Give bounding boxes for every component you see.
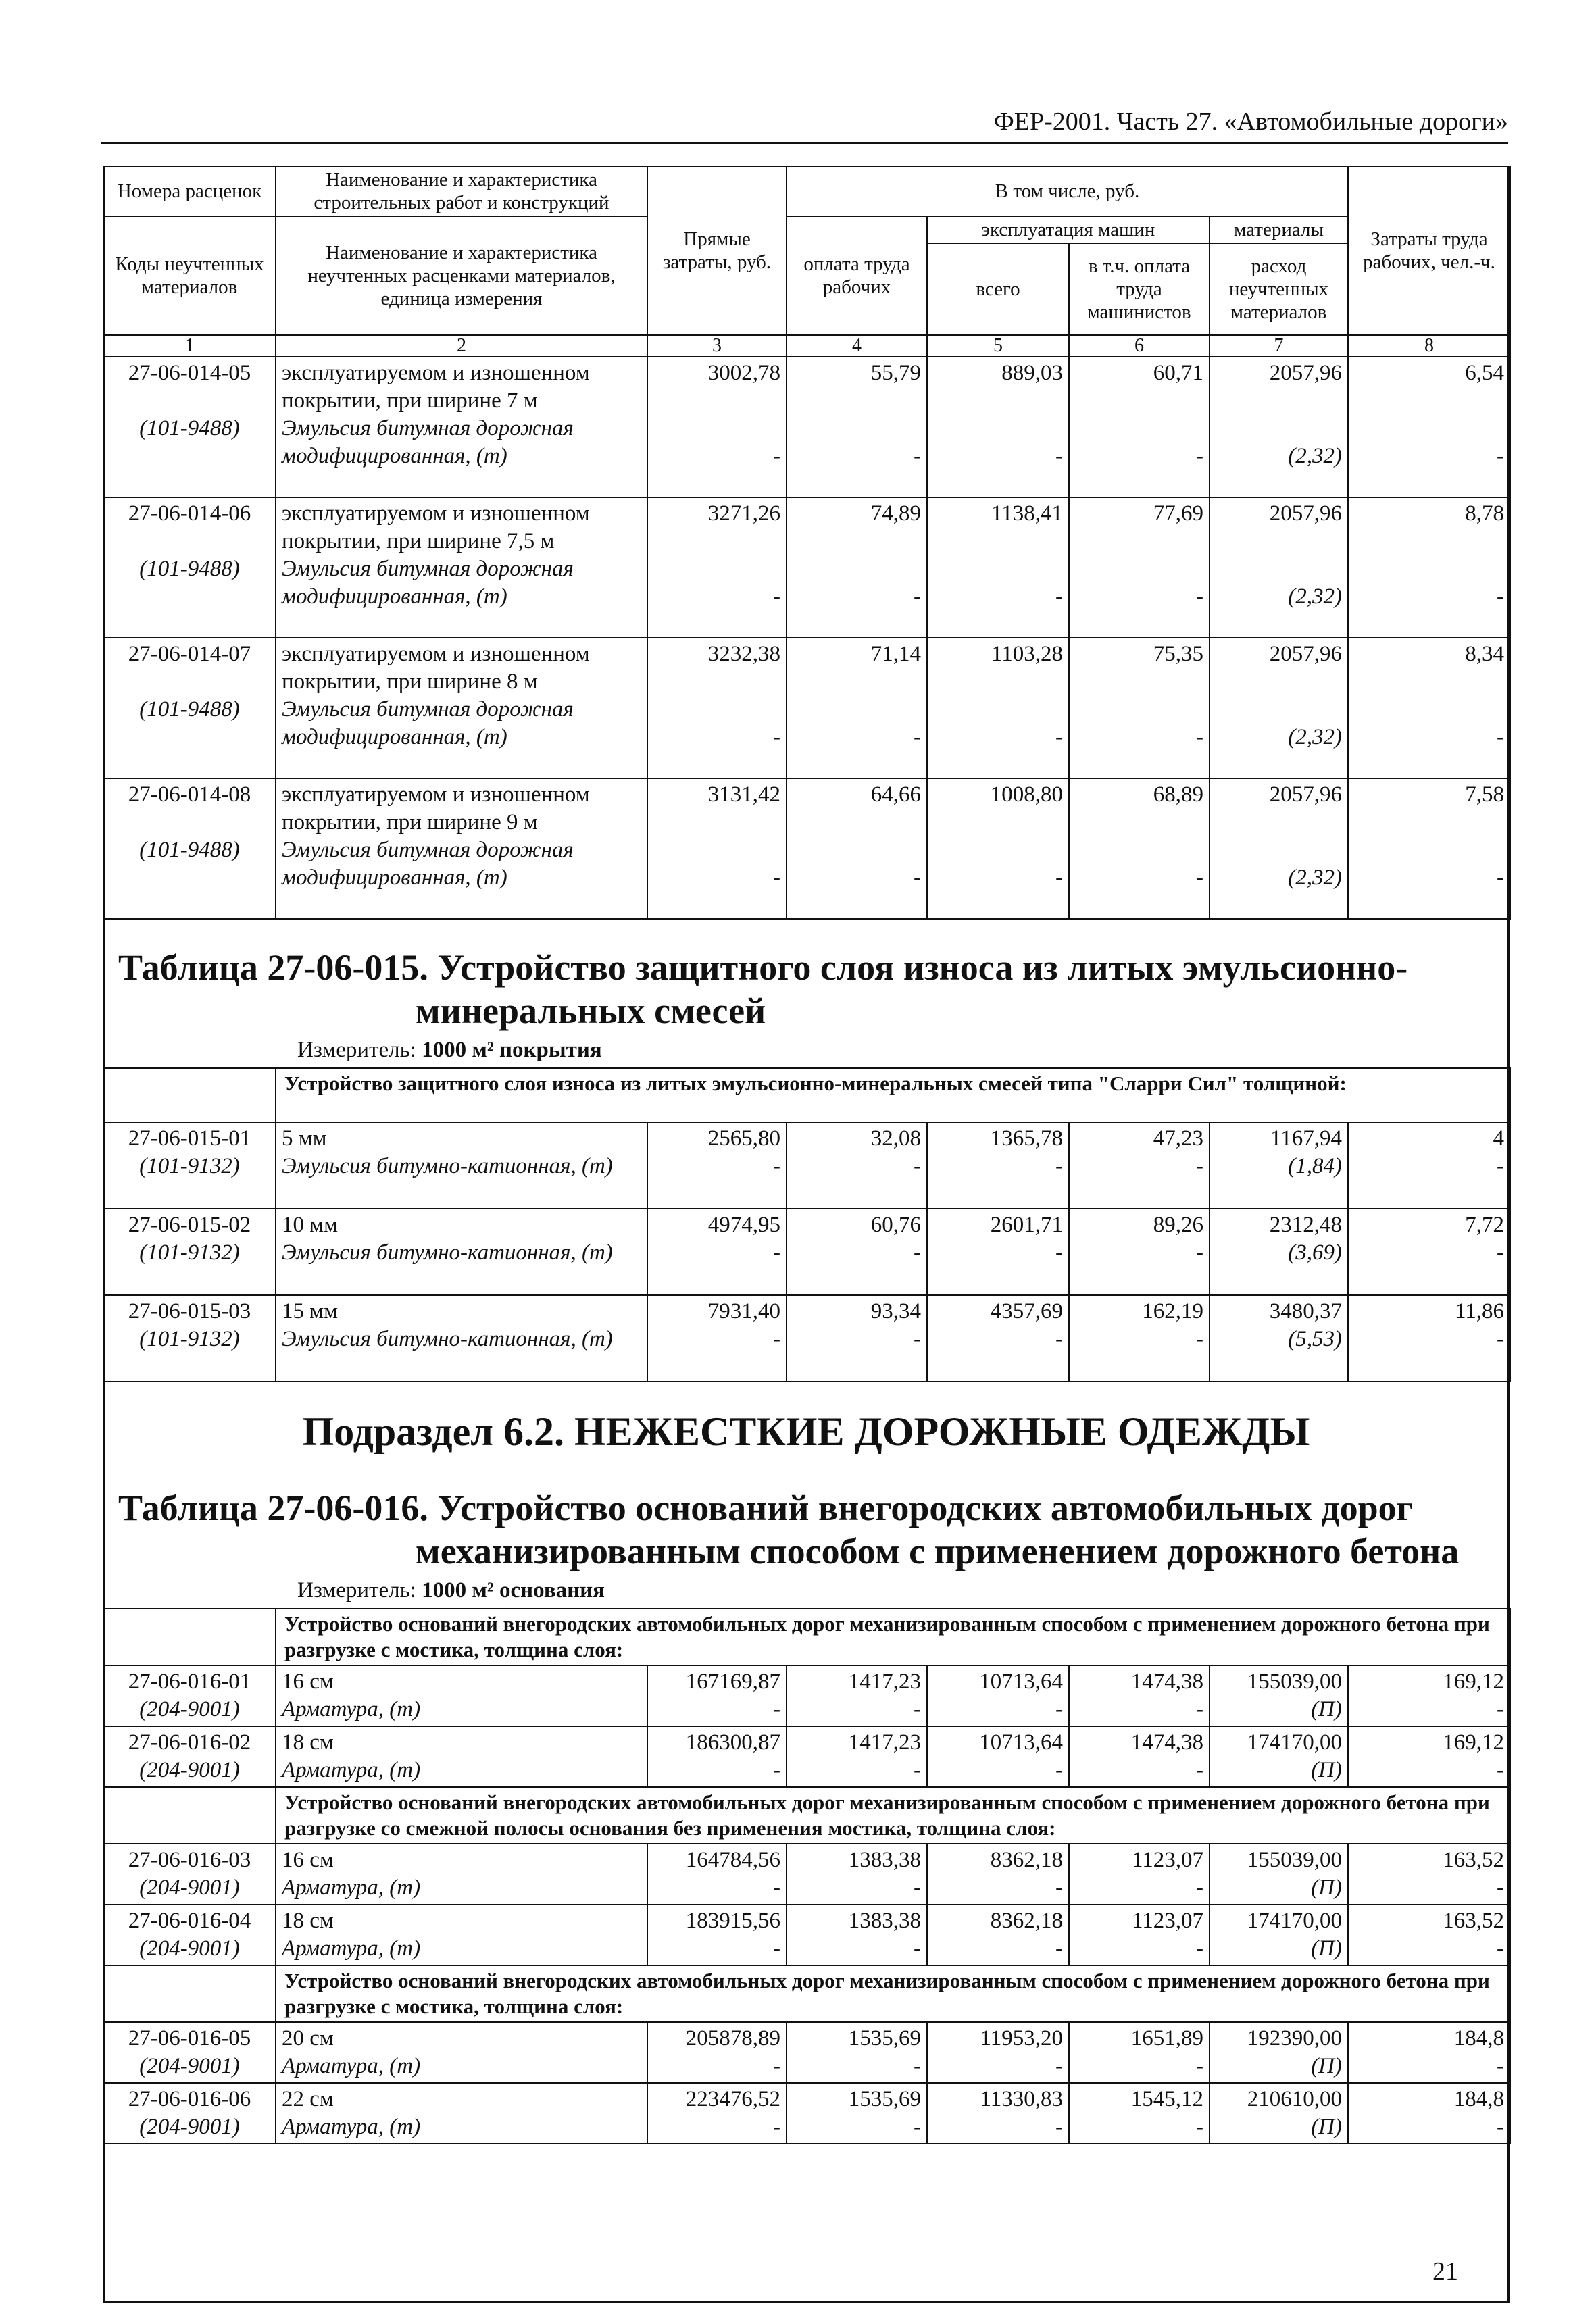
- work-name: 18 см: [282, 1730, 334, 1755]
- subsection-title: Подраздел 6.2. НЕЖЕСТКИЕ ДОРОЖНЫЕ ОДЕЖДЫ: [302, 1409, 1310, 1454]
- machines-pay: 77,69: [1153, 501, 1203, 526]
- labor-cost: 11,86: [1455, 1299, 1505, 1324]
- col-name-top: Наименование и характеристика строительных работ и конструкций: [276, 166, 647, 216]
- machines-pay: 75,35: [1153, 642, 1203, 666]
- work-name: 16 см: [282, 1848, 334, 1872]
- col-index: 2: [276, 335, 647, 357]
- material-name: Эмульсия битумная дорожная модифицированная, (т): [282, 838, 574, 890]
- material-code: (101-9132): [139, 1154, 240, 1178]
- dash: -: [1196, 1758, 1203, 1782]
- dash: -: [914, 1240, 921, 1265]
- dash: -: [1055, 444, 1063, 468]
- material-qty: (П): [1311, 1876, 1342, 1900]
- measure-value: 1000 м² основания: [422, 1578, 605, 1603]
- material-code: (204-9001): [139, 2054, 240, 2078]
- table-row: [103, 1295, 1510, 1382]
- rate-code: 27-06-014-08: [128, 782, 251, 807]
- machines-pay: 162,19: [1142, 1299, 1203, 1324]
- table-row: [103, 2083, 1510, 2144]
- group-header-row: [103, 1787, 1510, 1844]
- rate-code: 27-06-016-04: [128, 1909, 251, 1933]
- material-qty: (П): [1311, 2054, 1342, 2078]
- work-name: 10 мм: [282, 1213, 339, 1237]
- col-machines-total: всего: [927, 243, 1069, 335]
- dash: -: [914, 1697, 921, 1721]
- machines-pay: 1474,38: [1130, 1730, 1203, 1755]
- dash: -: [1055, 1327, 1063, 1351]
- dash: -: [1196, 1697, 1203, 1721]
- rate-code: 27-06-015-03: [128, 1299, 251, 1324]
- group-header-row: [103, 1609, 1510, 1665]
- table-row: [103, 1665, 1510, 1726]
- measure-label: Измеритель:: [297, 1038, 416, 1062]
- table-row: [103, 1726, 1510, 1787]
- direct-cost: 7931,40: [707, 1299, 780, 1324]
- running-header: ФЕР-2001. Часть 27. «Автомобильные дороги»: [993, 107, 1508, 136]
- labor-pay: 1383,38: [848, 1909, 921, 1933]
- machines-pay: 1651,89: [1130, 2026, 1203, 2051]
- table-27-06-015: [103, 1067, 1511, 1382]
- work-name: 22 см: [282, 2087, 334, 2111]
- material-name: Арматура, (т): [282, 1758, 421, 1782]
- direct-cost: 2565,80: [707, 1126, 780, 1151]
- dash: -: [773, 1240, 780, 1265]
- machines-total: 8362,18: [990, 1909, 1063, 1933]
- material-name: Эмульсия битумная дорожная модифицированная, (т): [282, 557, 574, 609]
- dash: -: [1196, 865, 1203, 890]
- work-name: 20 см: [282, 2026, 334, 2051]
- work-name: эксплуатируемом и изношенном покрытии, при ширине 8 м: [282, 642, 590, 694]
- dash: -: [1196, 1936, 1203, 1961]
- machines-pay: 47,23: [1153, 1126, 1203, 1151]
- material-qty: (2,32): [1288, 444, 1342, 468]
- work-name: 5 мм: [282, 1126, 327, 1151]
- dash: -: [1055, 1876, 1063, 1900]
- measure-unit: [297, 1038, 602, 1063]
- materials-cost: 155039,00: [1247, 1669, 1342, 1694]
- machines-total: 10713,64: [979, 1669, 1063, 1694]
- materials-cost: 155039,00: [1247, 1848, 1342, 1872]
- machines-total: 1365,78: [990, 1126, 1063, 1151]
- dash: -: [1196, 1154, 1203, 1178]
- labor-pay: 1383,38: [848, 1848, 921, 1872]
- table-title-27-06-016: [118, 1486, 1459, 1573]
- dash: -: [1196, 2054, 1203, 2078]
- dash: -: [1055, 865, 1063, 890]
- labor-cost: 8,34: [1465, 642, 1504, 666]
- dash: -: [1497, 1876, 1505, 1900]
- material-code: (101-9488): [139, 557, 240, 581]
- measure-label: Измеритель:: [297, 1578, 416, 1603]
- table-row: [103, 357, 1510, 497]
- dash: -: [914, 1876, 921, 1900]
- material-code: (101-9132): [139, 1327, 240, 1351]
- col-index: 8: [1348, 335, 1510, 357]
- labor-cost: 163,52: [1443, 1848, 1505, 1872]
- dash: -: [1497, 2054, 1505, 2078]
- dash: -: [1497, 584, 1504, 609]
- dash: -: [1055, 1936, 1063, 1961]
- material-code: (204-9001): [139, 1758, 240, 1782]
- labor-pay: 93,34: [870, 1299, 921, 1324]
- dash: -: [1055, 1154, 1063, 1178]
- rate-code: 27-06-016-05: [128, 2026, 251, 2051]
- table-row: [103, 1905, 1510, 1965]
- rate-code: 27-06-016-01: [128, 1669, 251, 1694]
- material-name: Арматура, (т): [282, 2115, 421, 2139]
- dash: -: [773, 865, 780, 890]
- dash: -: [773, 2115, 780, 2139]
- materials-cost: 210610,00: [1247, 2087, 1342, 2111]
- page-number: 21: [1432, 2257, 1458, 2286]
- direct-cost: 183915,56: [685, 1909, 780, 1933]
- group-header: Устройство защитного слоя износа из литых эмульсионно-минеральных смесей типа "Сларри Сил" толщиной:: [276, 1068, 1510, 1122]
- dash: -: [773, 1154, 780, 1178]
- machines-total: 8362,18: [990, 1848, 1063, 1872]
- measure-unit: [297, 1578, 605, 1603]
- dash: -: [773, 2054, 780, 2078]
- labor-cost: 7,72: [1465, 1213, 1505, 1237]
- materials-cost: 174170,00: [1247, 1730, 1342, 1755]
- material-code: (204-9001): [139, 2115, 240, 2139]
- dash: -: [1497, 1327, 1505, 1351]
- material-name: Арматура, (т): [282, 1876, 421, 1900]
- labor-pay: 74,89: [870, 501, 921, 526]
- materials-cost: 2312,48: [1269, 1213, 1342, 1237]
- dash: -: [1196, 444, 1203, 468]
- col-direct: Прямые затраты, руб.: [647, 166, 787, 335]
- dash: -: [1497, 2115, 1505, 2139]
- machines-total: 4357,69: [990, 1299, 1063, 1324]
- rate-code: 27-06-014-07: [128, 642, 251, 666]
- material-qty: (2,32): [1288, 865, 1342, 890]
- material-name: Арматура, (т): [282, 1936, 421, 1961]
- material-code: (204-9001): [139, 1936, 240, 1961]
- material-name: Эмульсия битумно-катионная, (т): [282, 1240, 613, 1265]
- machines-total: 1103,28: [991, 642, 1063, 666]
- col-code-top: Номера расценок: [103, 166, 276, 216]
- rate-code: 27-06-015-01: [128, 1126, 251, 1151]
- dash: -: [773, 444, 780, 468]
- dash: -: [1196, 1240, 1203, 1265]
- rate-code: 27-06-016-06: [128, 2087, 251, 2111]
- direct-cost: 3002,78: [707, 361, 780, 385]
- dash: -: [773, 1697, 780, 1721]
- group-header-row: [103, 1965, 1510, 2022]
- machines-pay: 68,89: [1153, 782, 1203, 807]
- col-index: 5: [927, 335, 1069, 357]
- materials-cost: 2057,96: [1269, 501, 1342, 526]
- dash: -: [773, 1876, 780, 1900]
- rate-code: 27-06-016-03: [128, 1848, 251, 1872]
- dash: -: [914, 1154, 921, 1178]
- rate-code: 27-06-014-05: [128, 361, 251, 385]
- dash: -: [914, 1936, 921, 1961]
- table-row: [103, 778, 1510, 919]
- col-machines: эксплуатация машин: [927, 216, 1210, 243]
- direct-cost: 164784,56: [685, 1848, 780, 1872]
- machines-total: 1138,41: [991, 501, 1063, 526]
- rate-code: 27-06-014-06: [128, 501, 251, 526]
- machines-pay: 1123,07: [1131, 1848, 1203, 1872]
- materials-cost: 2057,96: [1269, 782, 1342, 807]
- dash: -: [1497, 1697, 1505, 1721]
- material-code: (101-9488): [139, 838, 240, 862]
- dash: -: [1497, 1240, 1505, 1265]
- col-labor-cost: Затраты труда рабочих, чел.-ч.: [1348, 166, 1510, 335]
- material-qty: (П): [1311, 2115, 1342, 2139]
- material-name: Арматура, (т): [282, 2054, 421, 2078]
- labor-pay: 1417,23: [848, 1669, 921, 1694]
- material-qty: (П): [1311, 1758, 1342, 1782]
- material-qty: (2,32): [1288, 584, 1342, 609]
- dash: -: [1196, 584, 1203, 609]
- machines-total: 2601,71: [990, 1213, 1063, 1237]
- machines-pay: 1123,07: [1131, 1909, 1203, 1933]
- dash: -: [1196, 2115, 1203, 2139]
- table-row: [103, 1209, 1510, 1295]
- header-rule: [101, 142, 1508, 144]
- col-materials: материалы: [1210, 216, 1348, 243]
- labor-cost: 169,12: [1443, 1669, 1505, 1694]
- work-name: 15 мм: [282, 1299, 339, 1324]
- material-name: Эмульсия битумно-катионная, (т): [282, 1154, 613, 1178]
- dash: -: [1497, 444, 1504, 468]
- rate-code: 27-06-015-02: [128, 1213, 251, 1237]
- dash: -: [1055, 1240, 1063, 1265]
- dash: -: [1055, 584, 1063, 609]
- labor-cost: 7,58: [1465, 782, 1504, 807]
- col-code-bottom: Коды неучтенных материалов: [103, 216, 276, 335]
- dash: -: [1196, 725, 1203, 749]
- dash: -: [1497, 1936, 1505, 1961]
- direct-cost: 205878,89: [685, 2026, 780, 2051]
- col-labor-pay: оплата труда рабочих: [787, 216, 927, 335]
- materials-cost: 1167,94: [1270, 1126, 1342, 1151]
- machines-total: 10713,64: [979, 1730, 1063, 1755]
- labor-pay: 1535,69: [848, 2087, 921, 2111]
- materials-cost: 174170,00: [1247, 1909, 1342, 1933]
- material-name: Эмульсия битумная дорожная модифицированная, (т): [282, 697, 574, 749]
- dash: -: [1055, 1697, 1063, 1721]
- material-qty: (П): [1311, 1697, 1342, 1721]
- table-row: [103, 1122, 1510, 1209]
- labor-cost: 169,12: [1443, 1730, 1505, 1755]
- measure-value: 1000 м² покрытия: [422, 1038, 602, 1062]
- table-title-line2: механизированным способом с применением дорожного бетона: [416, 1531, 1460, 1571]
- direct-cost: 4974,95: [707, 1213, 780, 1237]
- labor-pay: 60,76: [870, 1213, 921, 1237]
- material-name: Арматура, (т): [282, 1697, 421, 1721]
- col-machines-pay: в т.ч. оплата труда машинистов: [1069, 243, 1210, 335]
- material-code: (204-9001): [139, 1876, 240, 1900]
- labor-cost: 184,8: [1453, 2087, 1505, 2111]
- table-title-line2: минеральных смесей: [416, 990, 766, 1031]
- dash: -: [1055, 2115, 1063, 2139]
- group-header: Устройство оснований внегородских автомобильных дорог механизированным способом с применением дорожного бетона при разгрузке с мостика, толщина слоя:: [276, 1965, 1510, 2022]
- dash: -: [1497, 1758, 1505, 1782]
- dash: -: [1055, 725, 1063, 749]
- col-index: 6: [1069, 335, 1210, 357]
- table-row: [103, 2022, 1510, 2083]
- material-code: (204-9001): [139, 1697, 240, 1721]
- dash: -: [1497, 865, 1504, 890]
- dash: -: [1497, 1154, 1505, 1178]
- col-index: 3: [647, 335, 787, 357]
- direct-cost: 3131,42: [707, 782, 780, 807]
- labor-pay: 55,79: [870, 361, 921, 385]
- machines-total: 11330,83: [980, 2087, 1063, 2111]
- dash: -: [1055, 2054, 1063, 2078]
- dash: -: [1196, 1876, 1203, 1900]
- col-index: 4: [787, 335, 927, 357]
- work-name: эксплуатируемом и изношенном покрытии, при ширине 9 м: [282, 782, 590, 834]
- labor-pay: 1535,69: [848, 2026, 921, 2051]
- group-header-row: [103, 1068, 1510, 1122]
- dash: -: [914, 2115, 921, 2139]
- work-name: эксплуатируемом и изношенном покрытии, при ширине 7,5 м: [282, 501, 590, 553]
- material-qty: (3,69): [1288, 1240, 1342, 1265]
- table-27-06-016: [103, 1608, 1511, 2144]
- machines-total: 889,03: [1001, 361, 1063, 385]
- group-header: Устройство оснований внегородских автомобильных дорог механизированным способом с применением дорожного бетона при разгрузке со смежной полосы основания без применения мостика, толщина слоя:: [276, 1787, 1510, 1844]
- dash: -: [914, 444, 921, 468]
- dash: -: [914, 2054, 921, 2078]
- direct-cost: 3232,38: [707, 642, 780, 666]
- material-name: Эмульсия битумная дорожная модифицированная, (т): [282, 416, 574, 468]
- dash: -: [1055, 1758, 1063, 1782]
- col-name-bottom: Наименование и характеристика неучтенных расценками материалов, единица измерения: [276, 216, 647, 335]
- labor-cost: 4: [1493, 1126, 1505, 1151]
- table-row: [103, 497, 1510, 638]
- material-name: Эмульсия битумно-катионная, (т): [282, 1327, 613, 1351]
- dash: -: [773, 725, 780, 749]
- labor-cost: 163,52: [1443, 1909, 1505, 1933]
- materials-cost: 2057,96: [1269, 642, 1342, 666]
- dash: -: [773, 584, 780, 609]
- labor-pay: 1417,23: [848, 1730, 921, 1755]
- dash: -: [914, 725, 921, 749]
- material-code: (101-9488): [139, 416, 240, 441]
- table-title-27-06-015: [118, 946, 1407, 1032]
- col-materials-use: расход неучтенных материалов: [1210, 243, 1348, 335]
- work-name: эксплуатируемом и изношенном покрытии, при ширине 7 м: [282, 361, 590, 413]
- labor-cost: 8,78: [1465, 501, 1504, 526]
- table-row: [103, 1844, 1510, 1905]
- direct-cost: 167169,87: [685, 1669, 780, 1694]
- labor-cost: 6,54: [1465, 361, 1504, 385]
- material-qty: (1,84): [1288, 1154, 1342, 1178]
- dash: -: [914, 1327, 921, 1351]
- dash: -: [914, 584, 921, 609]
- labor-pay: 71,14: [870, 642, 921, 666]
- direct-cost: 3271,26: [707, 501, 780, 526]
- direct-cost: 186300,87: [685, 1730, 780, 1755]
- machines-pay: 60,71: [1153, 361, 1203, 385]
- dash: -: [914, 865, 921, 890]
- machines-total: 11953,20: [980, 2026, 1063, 2051]
- dash: -: [773, 1758, 780, 1782]
- labor-cost: 184,8: [1453, 2026, 1505, 2051]
- work-name: 18 см: [282, 1909, 334, 1933]
- table-title-line1: Таблица 27-06-016. Устройство оснований внегородских автомобильных дорог: [118, 1488, 1414, 1528]
- machines-total: 1008,80: [990, 782, 1063, 807]
- machines-pay: 1474,38: [1130, 1669, 1203, 1694]
- labor-pay: 64,66: [870, 782, 921, 807]
- dash: -: [773, 1327, 780, 1351]
- rate-code: 27-06-016-02: [128, 1730, 251, 1755]
- material-qty: (2,32): [1288, 725, 1342, 749]
- col-index: 1: [103, 335, 276, 357]
- material-qty: (П): [1311, 1936, 1342, 1961]
- material-code: (101-9132): [139, 1240, 240, 1265]
- machines-pay: 89,26: [1153, 1213, 1203, 1237]
- table-title-line1: Таблица 27-06-015. Устройство защитного слоя износа из литых эмульсионно-: [118, 947, 1408, 988]
- materials-cost: 3480,37: [1269, 1299, 1342, 1324]
- materials-cost: 2057,96: [1269, 361, 1342, 385]
- dash: -: [1497, 725, 1504, 749]
- labor-pay: 32,08: [870, 1126, 921, 1151]
- col-index: 7: [1210, 335, 1348, 357]
- machines-pay: 1545,12: [1130, 2087, 1203, 2111]
- group-header: Устройство оснований внегородских автомобильных дорог механизированным способом с применением дорожного бетона при разгрузке с мостика, толщина слоя:: [276, 1609, 1510, 1665]
- material-qty: (5,53): [1288, 1327, 1342, 1351]
- table-row: [103, 638, 1510, 778]
- dash: -: [914, 1758, 921, 1782]
- material-code: (101-9488): [139, 697, 240, 722]
- col-incl: В том числе, руб.: [787, 166, 1348, 216]
- dash: -: [1196, 1327, 1203, 1351]
- work-name: 16 см: [282, 1669, 334, 1694]
- direct-cost: 223476,52: [685, 2087, 780, 2111]
- dash: -: [773, 1936, 780, 1961]
- table-27-06-014: [103, 166, 1511, 920]
- materials-cost: 192390,00: [1247, 2026, 1342, 2051]
